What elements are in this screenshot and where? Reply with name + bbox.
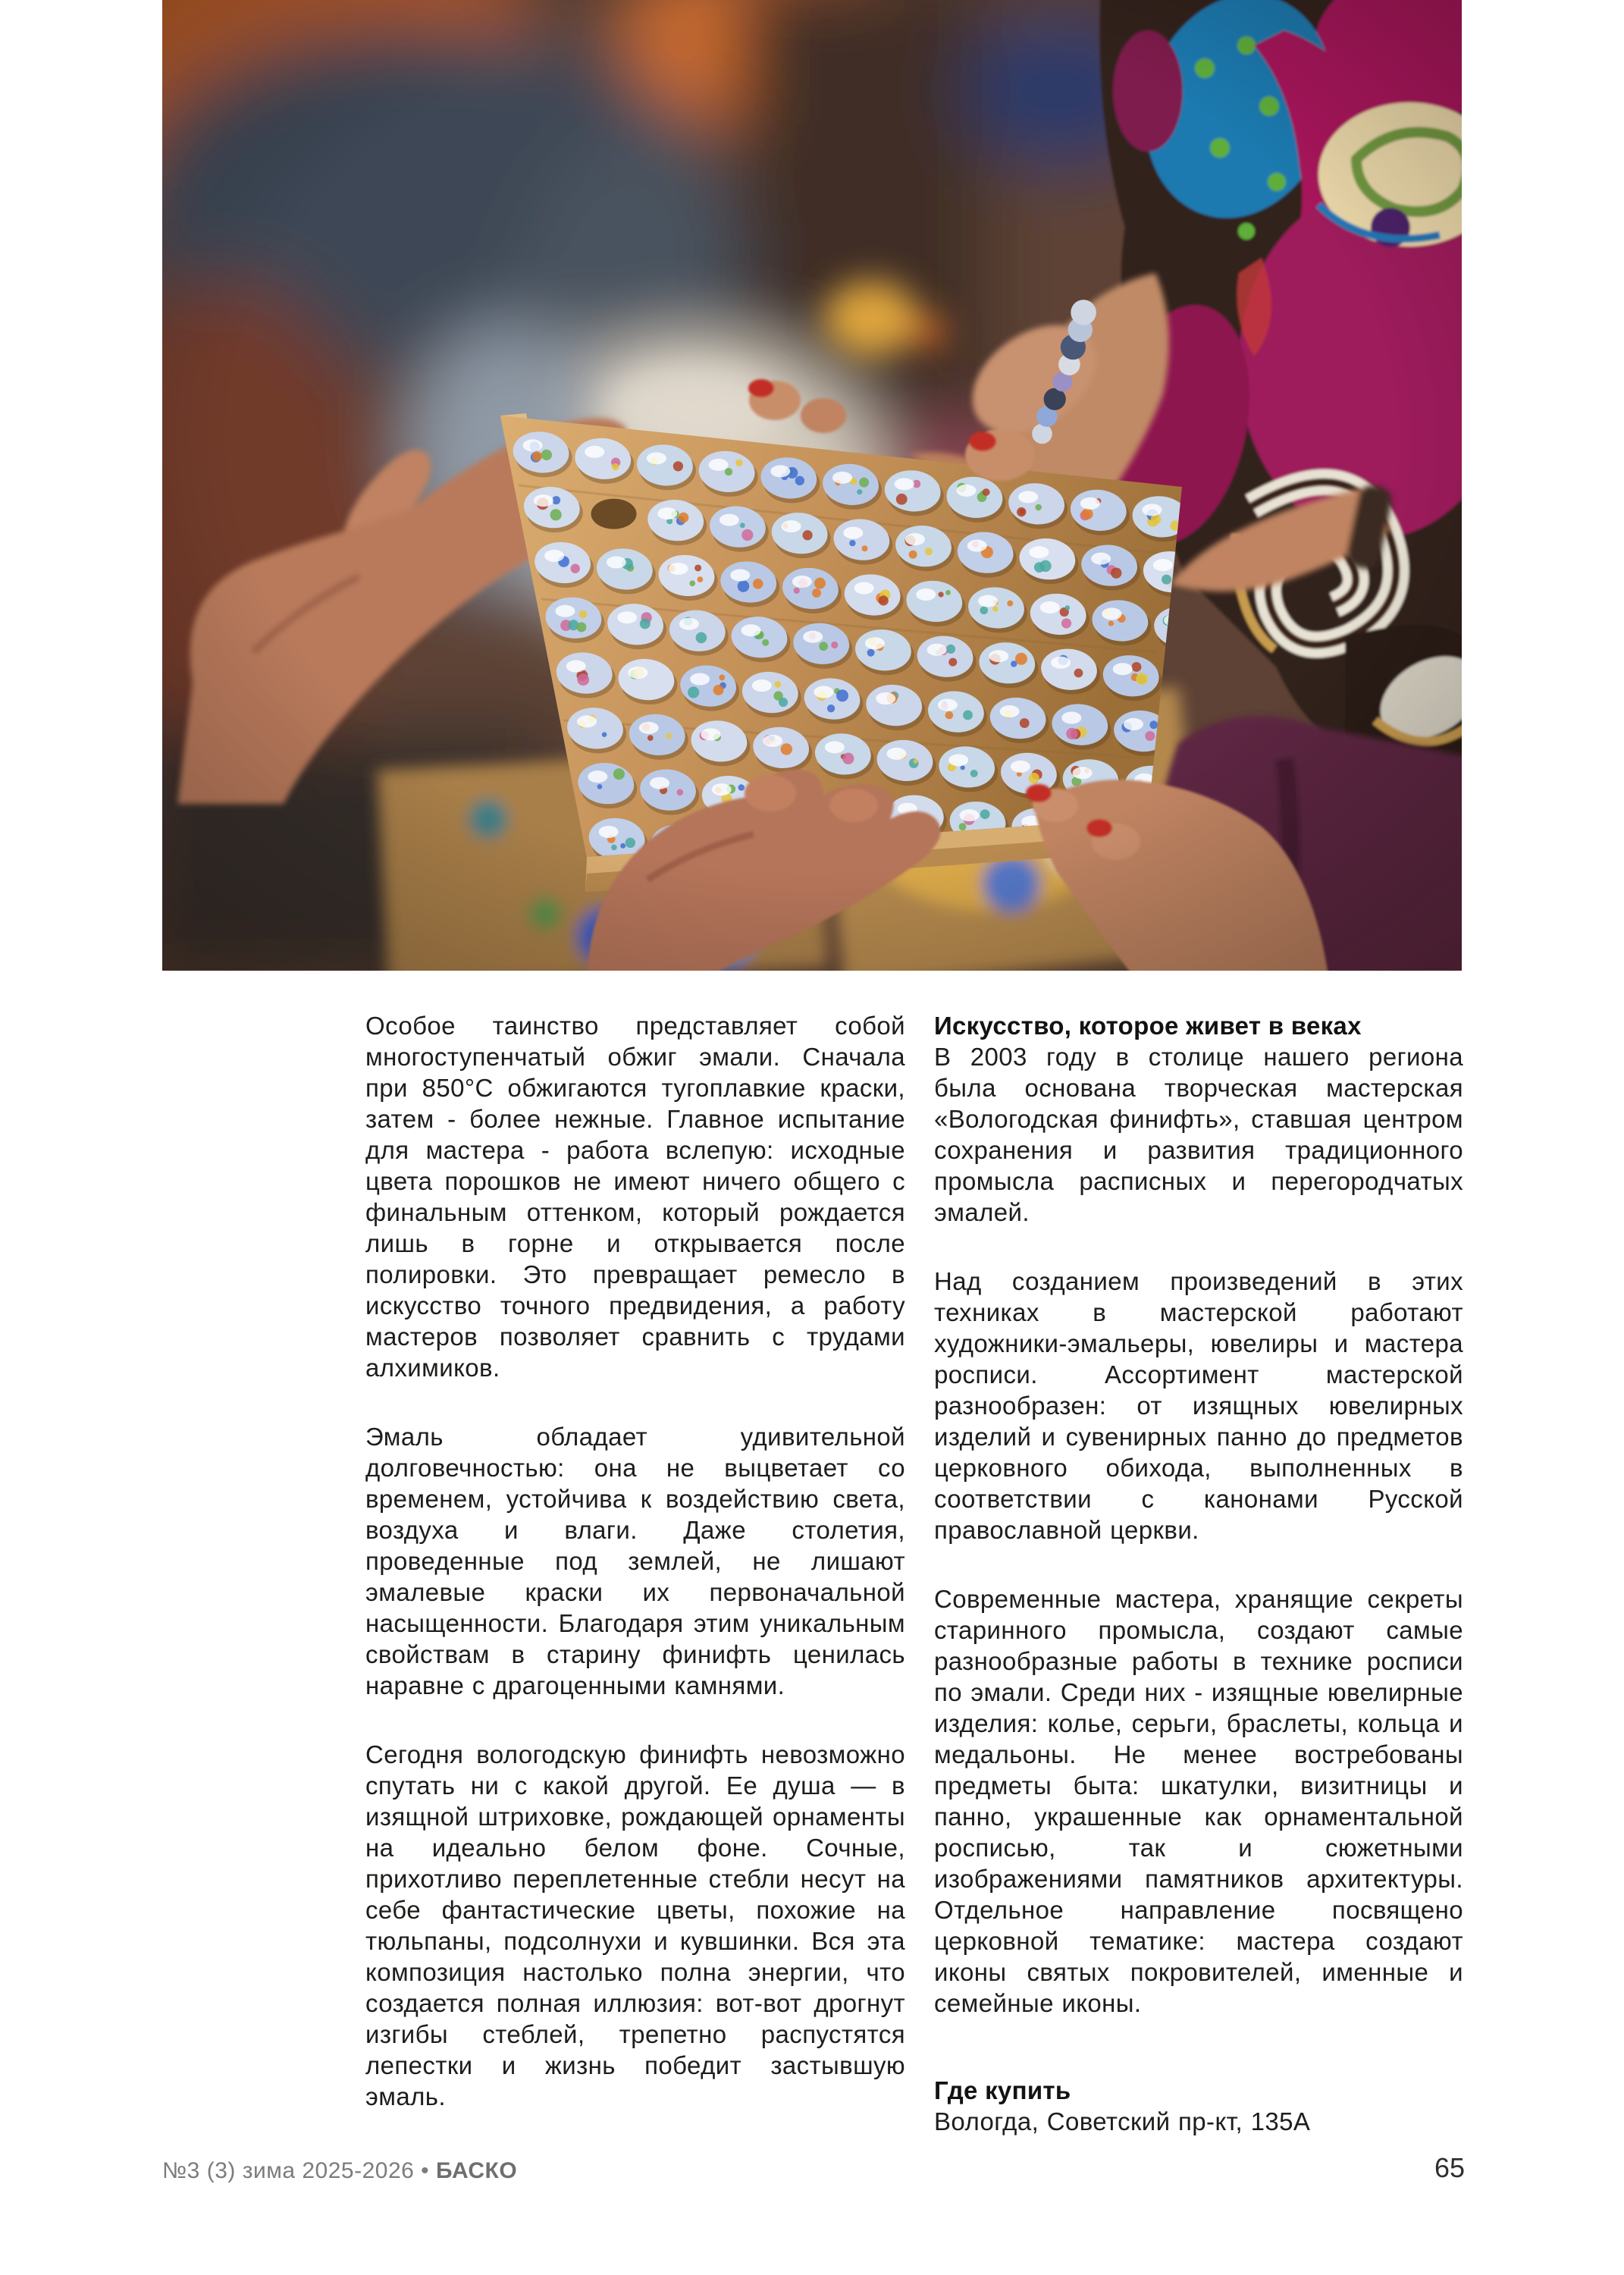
paragraph: Эмаль обладает удивительной долговечностью: она не выцветает со временем, устойчива к воздействию света, воздуха и влаги. Даже столетия, проведенные под землей, не лишают эмалевые краски их первоначальной насыщенности. Благодаря этим уникальным свойствам в старину финифть ценилась наравне с драгоценными камнями. (365, 1423, 905, 1699)
footer-issue: №3 (3) зима 2025-2026 (162, 2158, 415, 2183)
paragraph: Над созданием произведений в этих техниках в мастерской работают художники-эмальеры, ювелиры и мастера росписи. Ассортимент мастерской разнообразен: от изящных ювелирных изделий и сувенирных панно до предметов церковного обихода, выполненных в соответствии с канонами Русской православной церкви. (934, 1267, 1463, 1544)
page-number: 65 (1434, 2152, 1465, 2183)
where-to-buy-block (934, 2075, 1463, 2137)
footer-bullet: • (421, 2158, 430, 2183)
paragraph: Сегодня вологодскую финифть невозможно спутать ни с какой другой. Ее душа — в изящной штриховке, рождающей орнаменты на идеально белом фоне. Сочные, прихотливо переплетенные стебли несут на себе фантастические цветы, похожие на тюльпаны, подсолнухи и кувшинки. Вся эта композиция настолько полна энергии, что создается полная иллюзия: вот-вот дрогнут изгибы стеблей, трепетно распустятся лепестки и жизнь победит застывшую эмаль. (365, 1740, 905, 2110)
paragraph: Современные мастера, хранящие секреты старинного промысла, создают самые разнообразные работы в технике росписи по эмали. Среди них - изящные ювелирные изделия: колье, серьги, браслеты, кольца и медальоны. Не менее востребованы предметы быта: шкатулки, визитницы и панно, украшенные как орнаментальной росписью, так и сюжетными изображениями памятников архитектуры. Отдельное направление посвящено церковной тематике: мастера создают иконы святых покровителей, именные и семейные иконы. (934, 1585, 1463, 2017)
where-to-buy-address: Вологда, Советский пр-кт, 135А (934, 2107, 1311, 2135)
footer-issue-line (162, 2158, 517, 2184)
article-column-right (934, 1010, 1463, 2137)
article-column-left (365, 1010, 905, 2150)
section-heading: Искусство, которое живет в веках (934, 1012, 1362, 1040)
hero-photo (162, 0, 1462, 971)
hero-photo-art (162, 0, 1462, 971)
where-to-buy-heading: Где купить (934, 2076, 1071, 2104)
paragraph: В 2003 году в столице нашего региона была основана творческая мастерская «Вологодская финифть», ставшая центром сохранения и развития традиционного промысла расписных и перегородчатых эмалей. (934, 1043, 1463, 1226)
footer-brand: БАСКО (436, 2158, 518, 2183)
paragraph: Особое таинство представляет собой многоступенчатый обжиг эмали. Сначала при 850°С обжигаются тугоплавкие краски, затем - более нежные. Главное испытание для мастера - работа вслепую: исходные цвета порошков не имеют ничего общего с финальным оттенком, который рождается лишь в горне и открывается после полировки. Это превращает ремесло в искусство точного предвидения, а работу мастеров позволяет сравнить с трудами алхимиков. (365, 1012, 905, 1382)
